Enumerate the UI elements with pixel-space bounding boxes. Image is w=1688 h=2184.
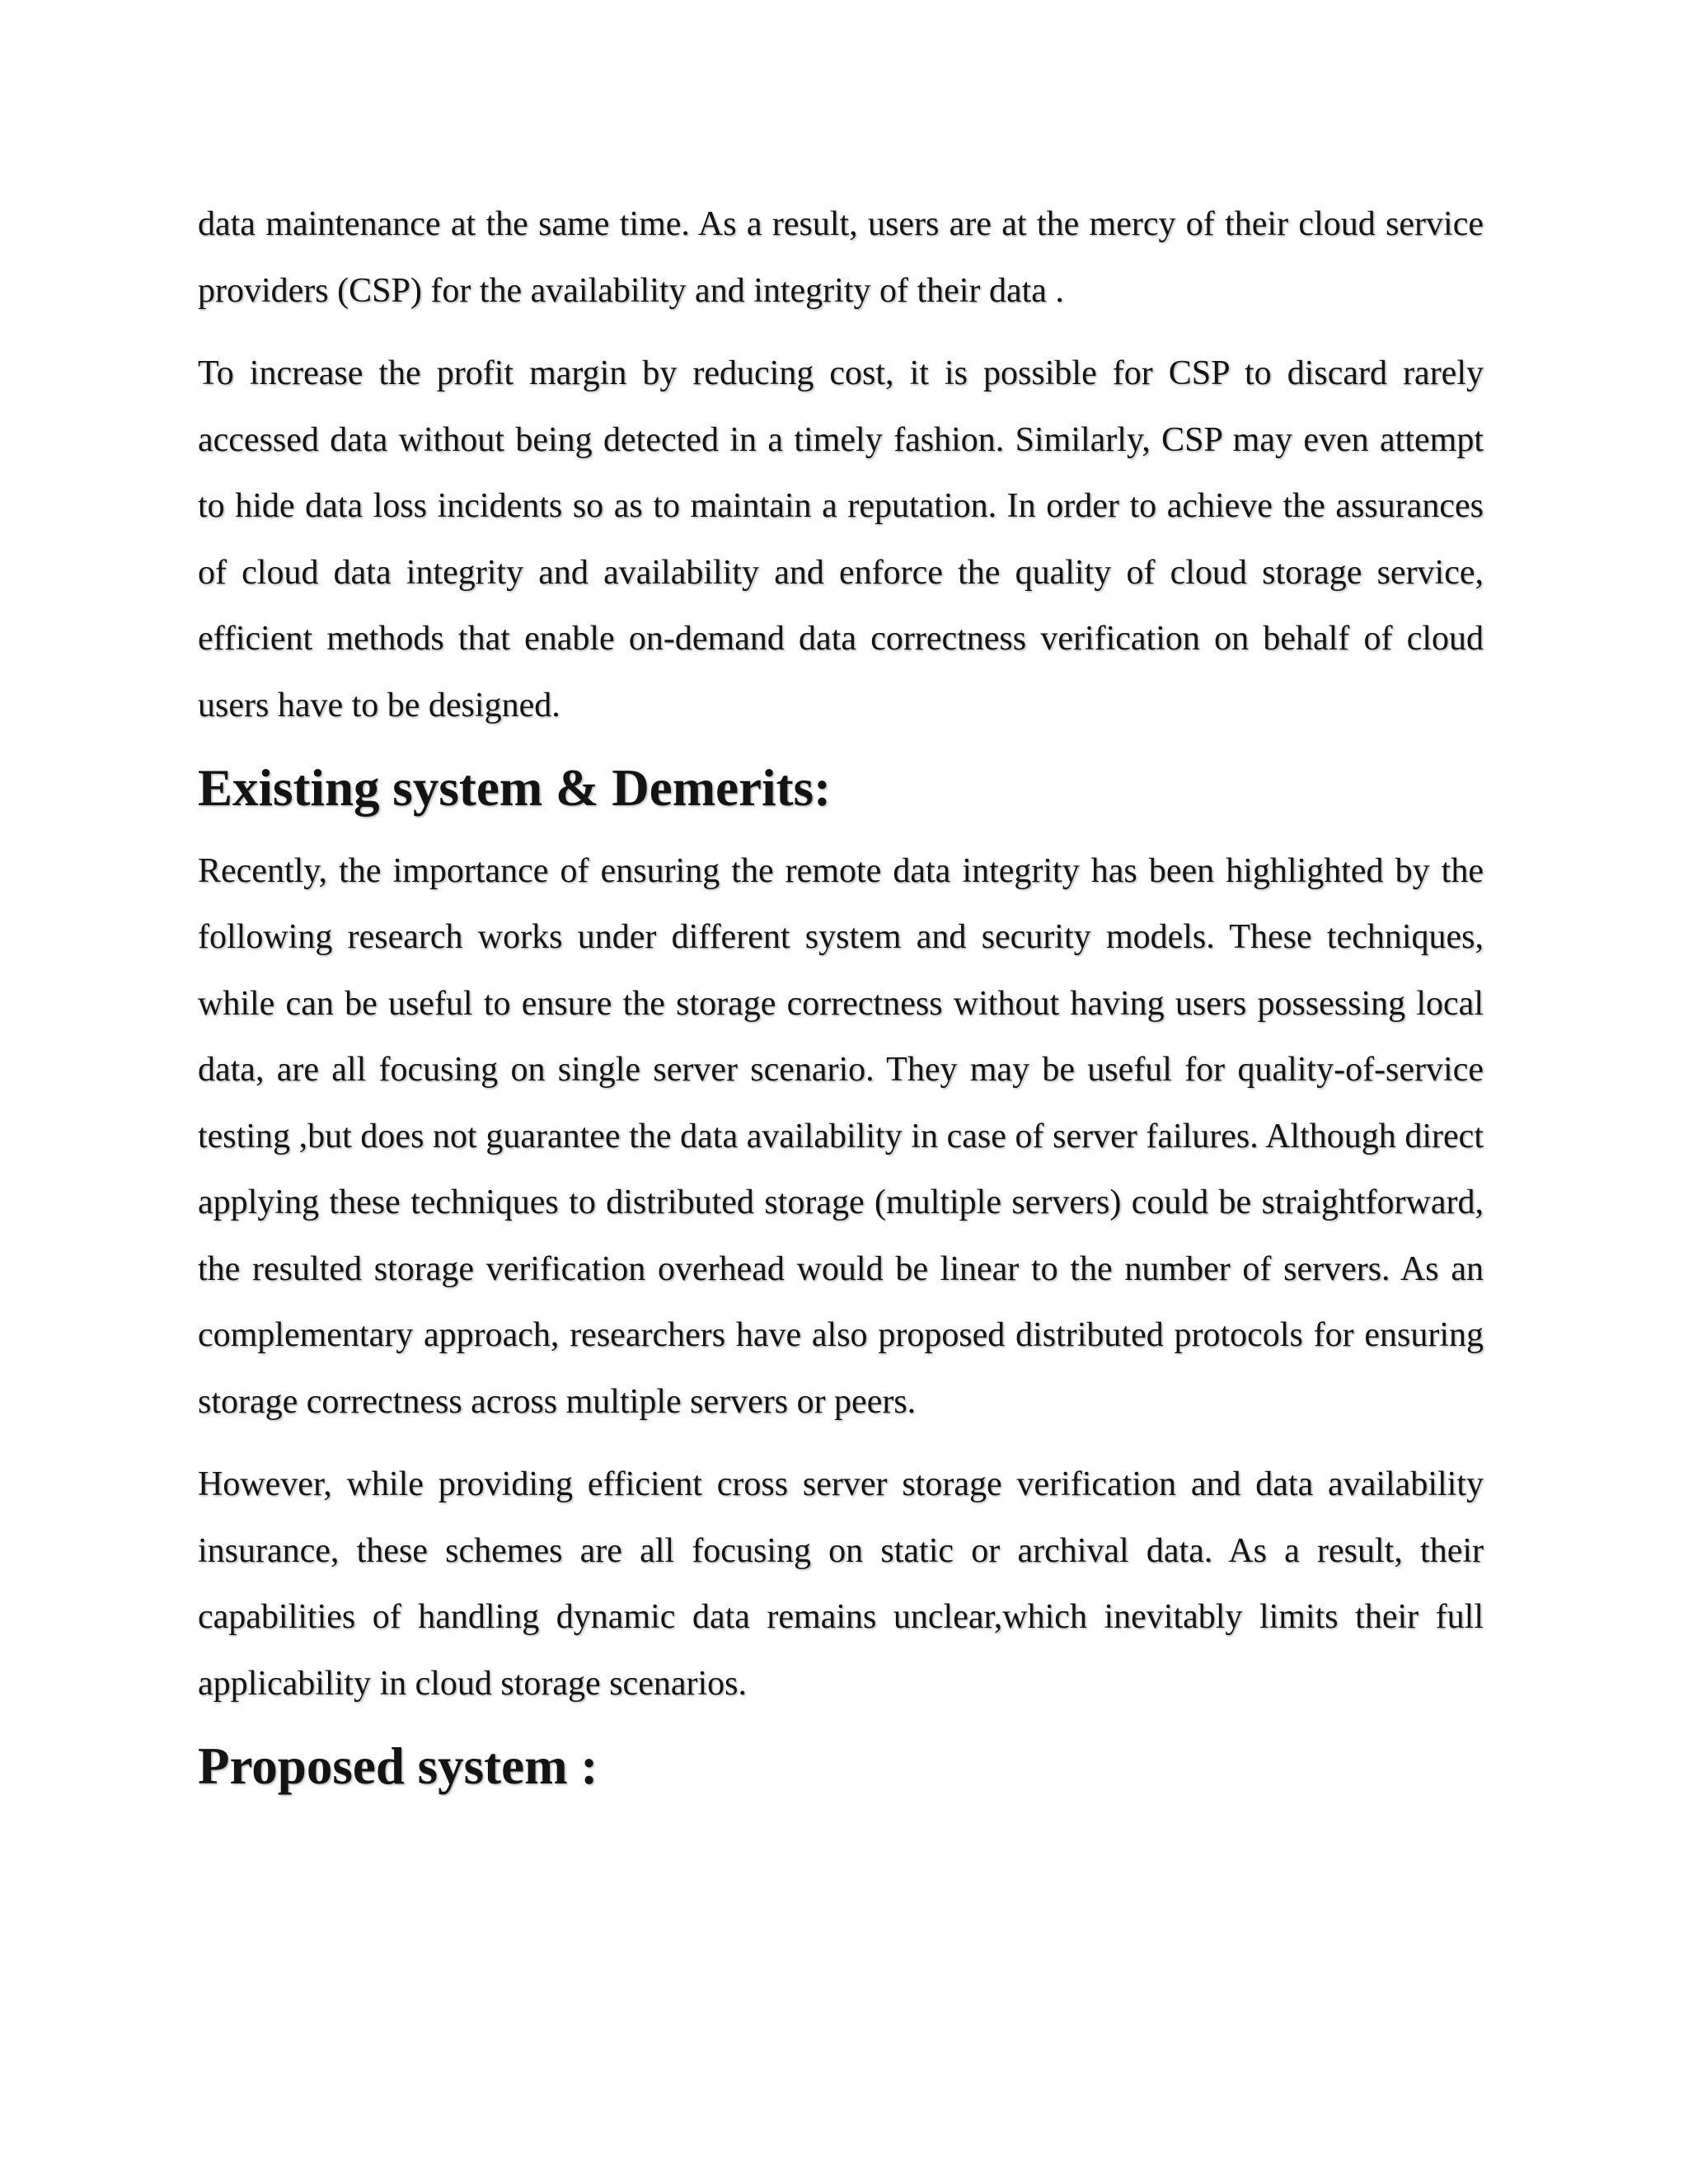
heading-existing-system: Existing system & Demerits: [198, 759, 832, 817]
paragraph-gap [198, 738, 1484, 755]
paragraph-existing-system: Recently, the importance of ensuring the remote data integrity has been highlighted by the following research works under different system and security models. These techniques, while can be useful to ensure the storage correctness without having users possessing local data, are all focusing on single server scenario. They may be useful for quality-of-service testing ,but does not guarantee the data availability in case of server failures. Although direct applying these techniques to distributed storage (multiple servers) could be straightforward, the resulted storage verification overhead would be linear to the number of servers. As an complementary approach, researchers have also proposed distributed protocols for ensuring storage correctness across multiple servers or peers. [198, 851, 1484, 1421]
paragraph-existing-limits: However, while providing efficient cross server storage verification and data availability insurance, these schemes are all focusing on static or archival data. As a result, their capabilities of handling dynamic data remains unclear,which inevitably limits their full applicability in cloud storage scenarios. [198, 1465, 1484, 1703]
paragraph-gap [198, 1435, 1484, 1451]
document-body [198, 191, 1484, 1800]
heading-proposed-system: Proposed system : [198, 1737, 598, 1795]
paragraph-cloud-intro: data maintenance at the same time. As a result, users are at the mercy of their cloud service providers (CSP) for the availability and integrity of their data . [198, 205, 1484, 310]
paragraph-csp-profit: To increase the profit margin by reducing cost, it is possible for CSP to discard rarely accessed data without being detected in a timely fashion. Similarly, CSP may even attempt to hide data loss incidents so as to maintain a reputation. In order to achieve the assurances of cloud data integrity and availability and enforce the quality of cloud storage service, efficient methods that enable on-demand data correctness verification on behalf of cloud users have to be designed. [198, 354, 1484, 724]
paragraph-gap [198, 1717, 1484, 1733]
paragraph-gap [198, 822, 1484, 838]
paragraph-gap [198, 324, 1484, 340]
